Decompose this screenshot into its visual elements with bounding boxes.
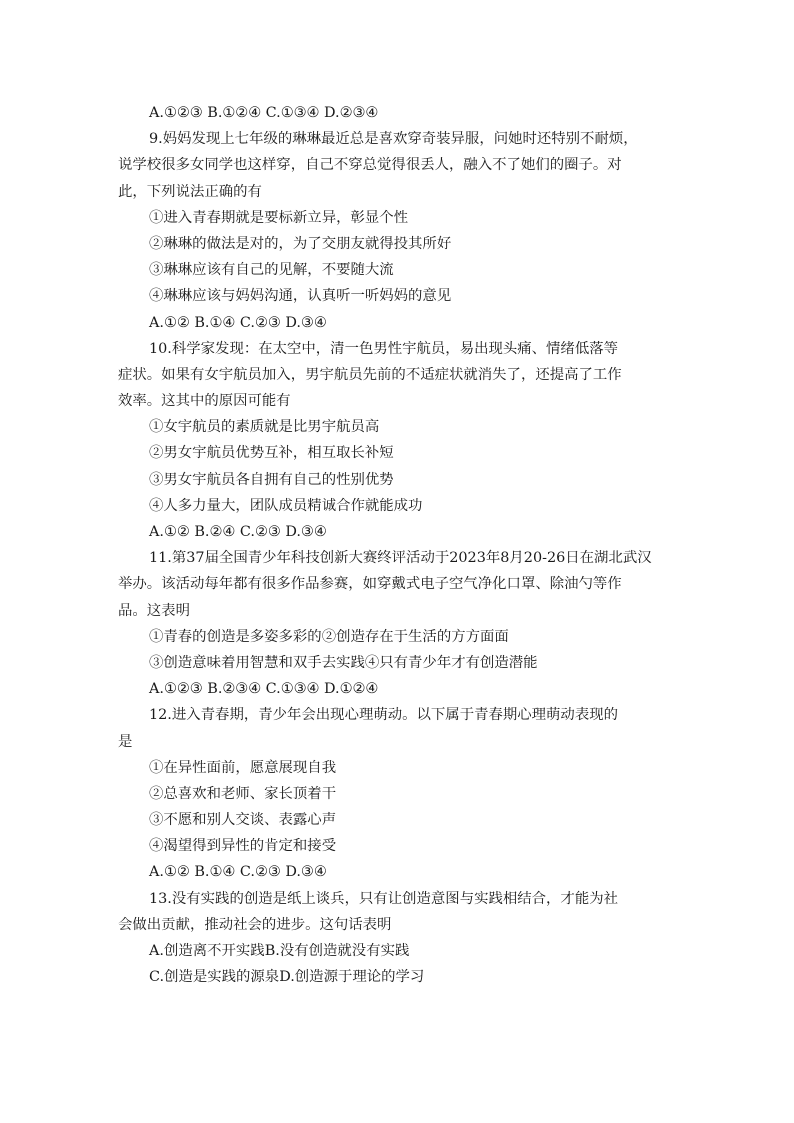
q11-option-line-2: ③创造意味着用智慧和双手去实践④只有青少年才有创造潜能 xyxy=(149,654,538,671)
q10-option-3: ③男女宇航员各自拥有自己的性别优势 xyxy=(149,471,394,488)
q13-stem-line-2: 会做出贡献，推动社会的进步。这句话表明 xyxy=(118,916,392,933)
question-13 xyxy=(118,886,676,991)
q12-answer-choices: A.①② B.①④ C.②③ D.③④ xyxy=(149,864,327,881)
q9-answer-choices: A.①② B.①④ C.②③ D.③④ xyxy=(149,314,327,331)
q10-stem-line-2: 症状。如果有女宇航员加入，男宇航员先前的不适症状就消失了，还提高了工作 xyxy=(118,366,622,383)
q9-stem-line-3: 此，下列说法正确的有 xyxy=(118,183,262,200)
q12-stem-line-2: 是 xyxy=(118,733,133,750)
q9-option-1: ①进入青春期就是要标新立异，彰显个性 xyxy=(149,209,409,226)
q10-stem-line-3: 效率。这其中的原因可能有 xyxy=(118,393,291,410)
q9-stem-line-1: 9.妈妈发现上七年级的琳琳最近总是喜欢穿奇装异服，问她时还特别不耐烦， xyxy=(149,131,638,148)
q10-option-2: ②男女宇航员优势互补，相互取长补短 xyxy=(149,445,394,462)
q12-stem-line-1: 12.进入青春期，青少年会出现心理萌动。以下属于青春期心理萌动表现的 xyxy=(149,707,618,724)
question-11 xyxy=(118,545,676,702)
q11-option-line-1: ①青春的创造是多姿多彩的②创造存在于生活的方方面面 xyxy=(149,628,509,645)
q12-option-2: ②总喜欢和老师、家长顶着干 xyxy=(149,785,337,802)
question-10 xyxy=(118,336,676,546)
q10-stem-line-1: 10.科学家发现：在太空中，清一色男性宇航员，易出现头痛、情绪低落等 xyxy=(149,340,618,357)
q9-stem-line-2: 说学校很多女同学也这样穿，自己不穿总觉得很丢人，融入不了她们的圈子。对 xyxy=(118,157,622,174)
q11-stem-line-1: 11.第37届全国青少年科技创新大赛终评活动于2023年8月20-26日在湖北武汉 xyxy=(149,550,652,567)
q12-option-4: ④渴望得到异性的肯定和接受 xyxy=(149,838,337,855)
q10-option-4: ④人多力量大，团队成员精诚合作就能成功 xyxy=(149,497,423,514)
q11-stem-line-3: 品。这表明 xyxy=(118,602,190,619)
q11-stem-line-2: 举办。该活动每年都有很多作品参赛，如穿戴式电子空气净化口罩、除油勺等作 xyxy=(118,576,622,593)
question-12 xyxy=(118,702,676,885)
exam-page xyxy=(118,100,676,990)
q8-answer-choices: A.①②③ B.①②④ C.①③④ D.②③④ xyxy=(149,105,379,121)
q10-option-1: ①女宇航员的素质就是比男宇航员高 xyxy=(149,419,380,436)
q9-option-4: ④琳琳应该与妈妈沟通，认真听一听妈妈的意见 xyxy=(149,288,452,305)
q13-option-line-2: C.创造是实践的源泉D.创造源于理论的学习 xyxy=(149,969,425,986)
q13-stem-line-1: 13.没有实践的创造是纸上谈兵，只有让创造意图与实践相结合，才能为社 xyxy=(149,890,618,907)
q9-option-3: ③琳琳应该有自己的见解，不要随大流 xyxy=(149,262,394,279)
q9-option-2: ②琳琳的做法是对的，为了交朋友就得投其所好 xyxy=(149,235,452,252)
q12-option-3: ③不愿和别人交谈、表露心声 xyxy=(149,812,337,829)
q10-answer-choices: A.①② B.②④ C.②③ D.③④ xyxy=(149,524,327,540)
q13-option-line-1: A.创造离不开实践B.没有创造就没有实践 xyxy=(149,943,410,959)
q12-option-1: ①在异性面前，愿意展现自我 xyxy=(149,759,337,776)
question-9 xyxy=(118,126,676,336)
q11-answer-choices: A.①②③ B.②③④ C.①③④ D.①②④ xyxy=(149,681,379,698)
